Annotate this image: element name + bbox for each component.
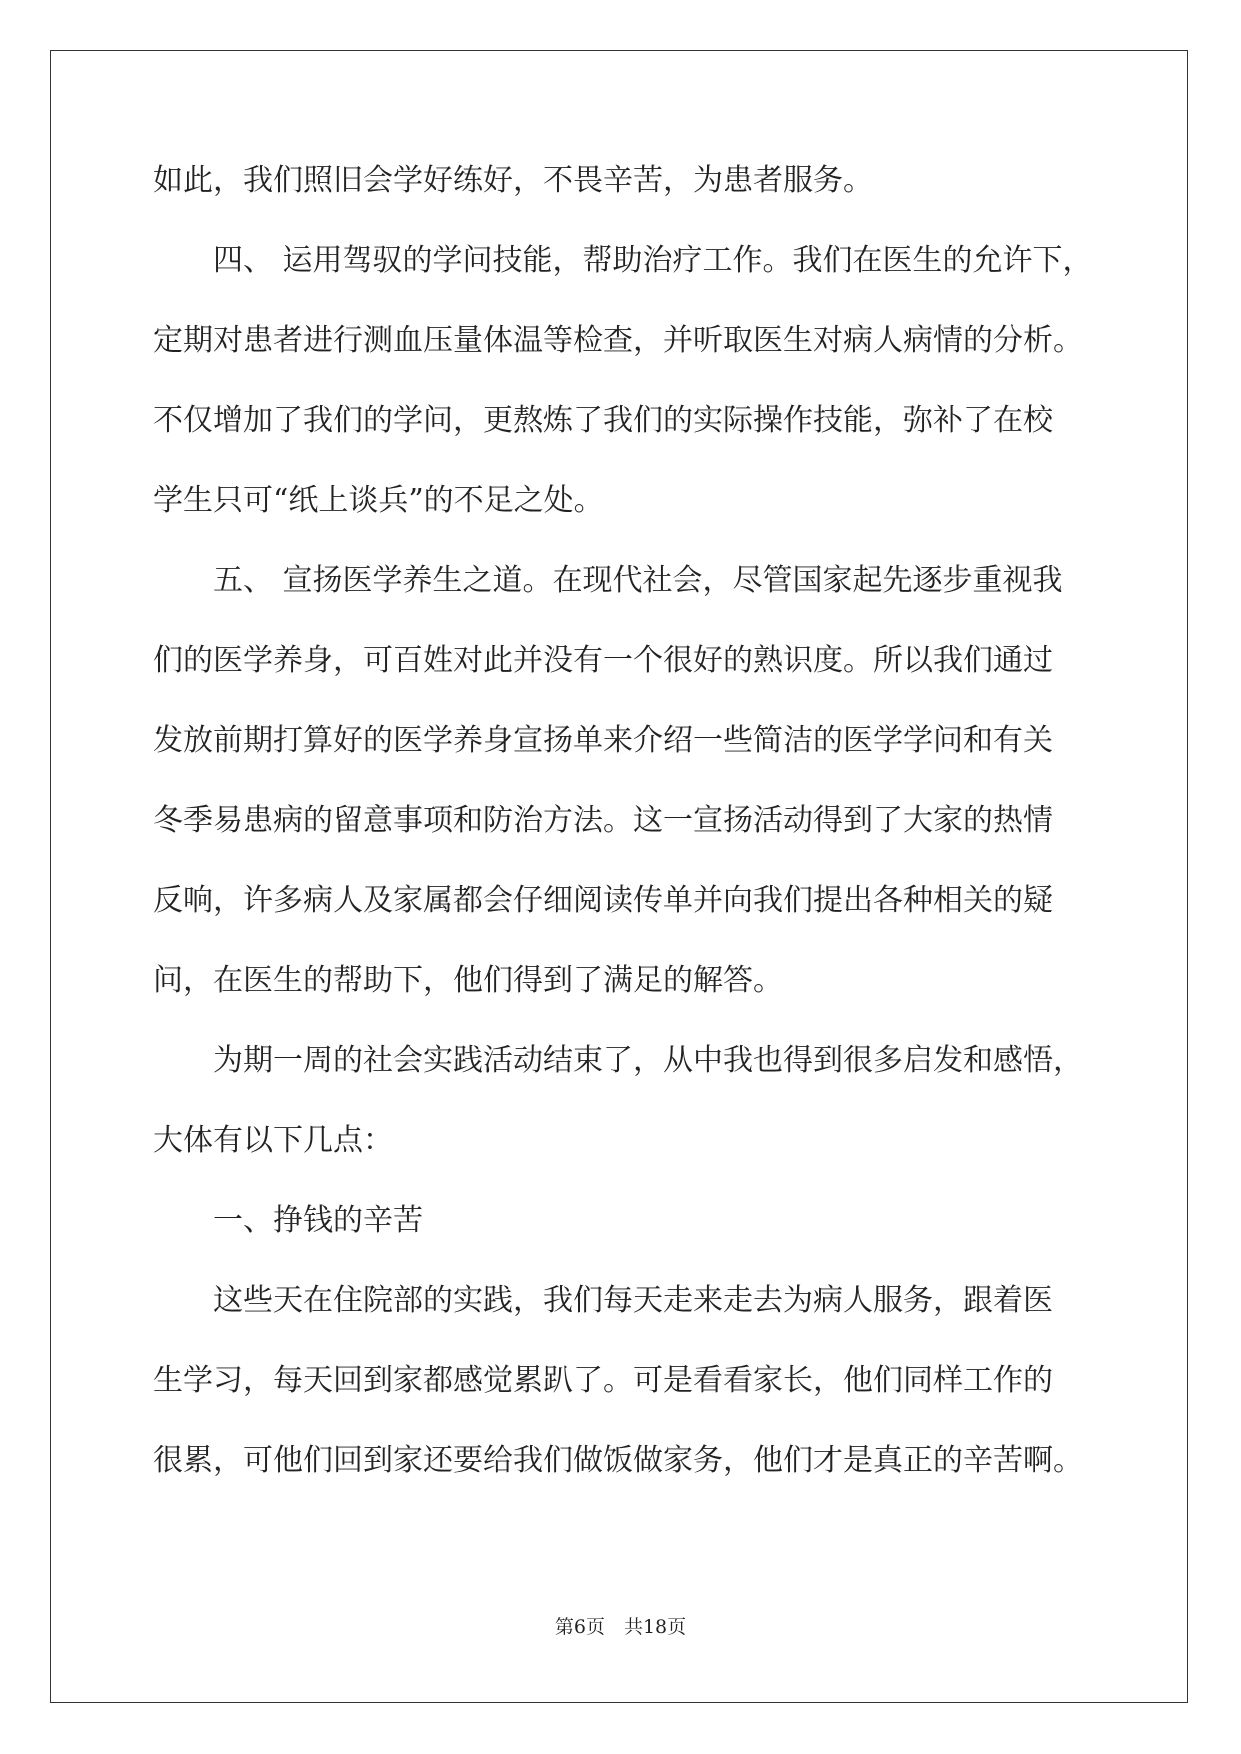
text-line: 不仅增加了我们的学问，更熬炼了我们的实际操作技能，弥补了在校 xyxy=(153,403,1053,438)
text-line: 为期一周的社会实践活动结束了，从中我也得到很多启发和感悟， xyxy=(153,1043,1083,1078)
text-line: 如此，我们照旧会学好练好，不畏辛苦，为患者服务。 xyxy=(153,163,873,198)
text-line: 生学习，每天回到家都感觉累趴了。可是看看家长，他们同样工作的 xyxy=(153,1363,1053,1398)
text-line: 五、 宣扬医学养生之道。在现代社会，尽管国家起先逐步重视我 xyxy=(153,563,1063,598)
text-line: 冬季易患病的留意事项和防治方法。这一宣扬活动得到了大家的热情 xyxy=(153,803,1053,838)
text-line: 问，在医生的帮助下，他们得到了满足的解答。 xyxy=(153,963,783,998)
text-line: 四、 运用驾驭的学问技能，帮助治疗工作。我们在医生的允许下， xyxy=(153,243,1093,278)
page-number-footer: 第6页 共18页 xyxy=(554,1616,687,1638)
document-body xyxy=(153,163,1093,1523)
text-line: 定期对患者进行测血压量体温等检查，并听取医生对病人病情的分析。 xyxy=(153,323,1083,358)
text-line: 很累，可他们回到家还要给我们做饭做家务，他们才是真正的辛苦啊。 xyxy=(153,1443,1083,1478)
text-line: 反响，许多病人及家属都会仔细阅读传单并向我们提出各种相关的疑 xyxy=(153,883,1053,918)
text-line: 一、挣钱的辛苦 xyxy=(153,1203,423,1238)
text-line: 发放前期打算好的医学养身宣扬单来介绍一些简洁的医学学问和有关 xyxy=(153,723,1053,758)
text-line: 学生只可“纸上谈兵”的不足之处。 xyxy=(153,483,604,518)
text-line: 们的医学养身，可百姓对此并没有一个很好的熟识度。所以我们通过 xyxy=(153,643,1053,678)
text-line: 大体有以下几点： xyxy=(153,1123,393,1158)
text-line: 这些天在住院部的实践，我们每天走来走去为病人服务，跟着医 xyxy=(153,1283,1053,1318)
